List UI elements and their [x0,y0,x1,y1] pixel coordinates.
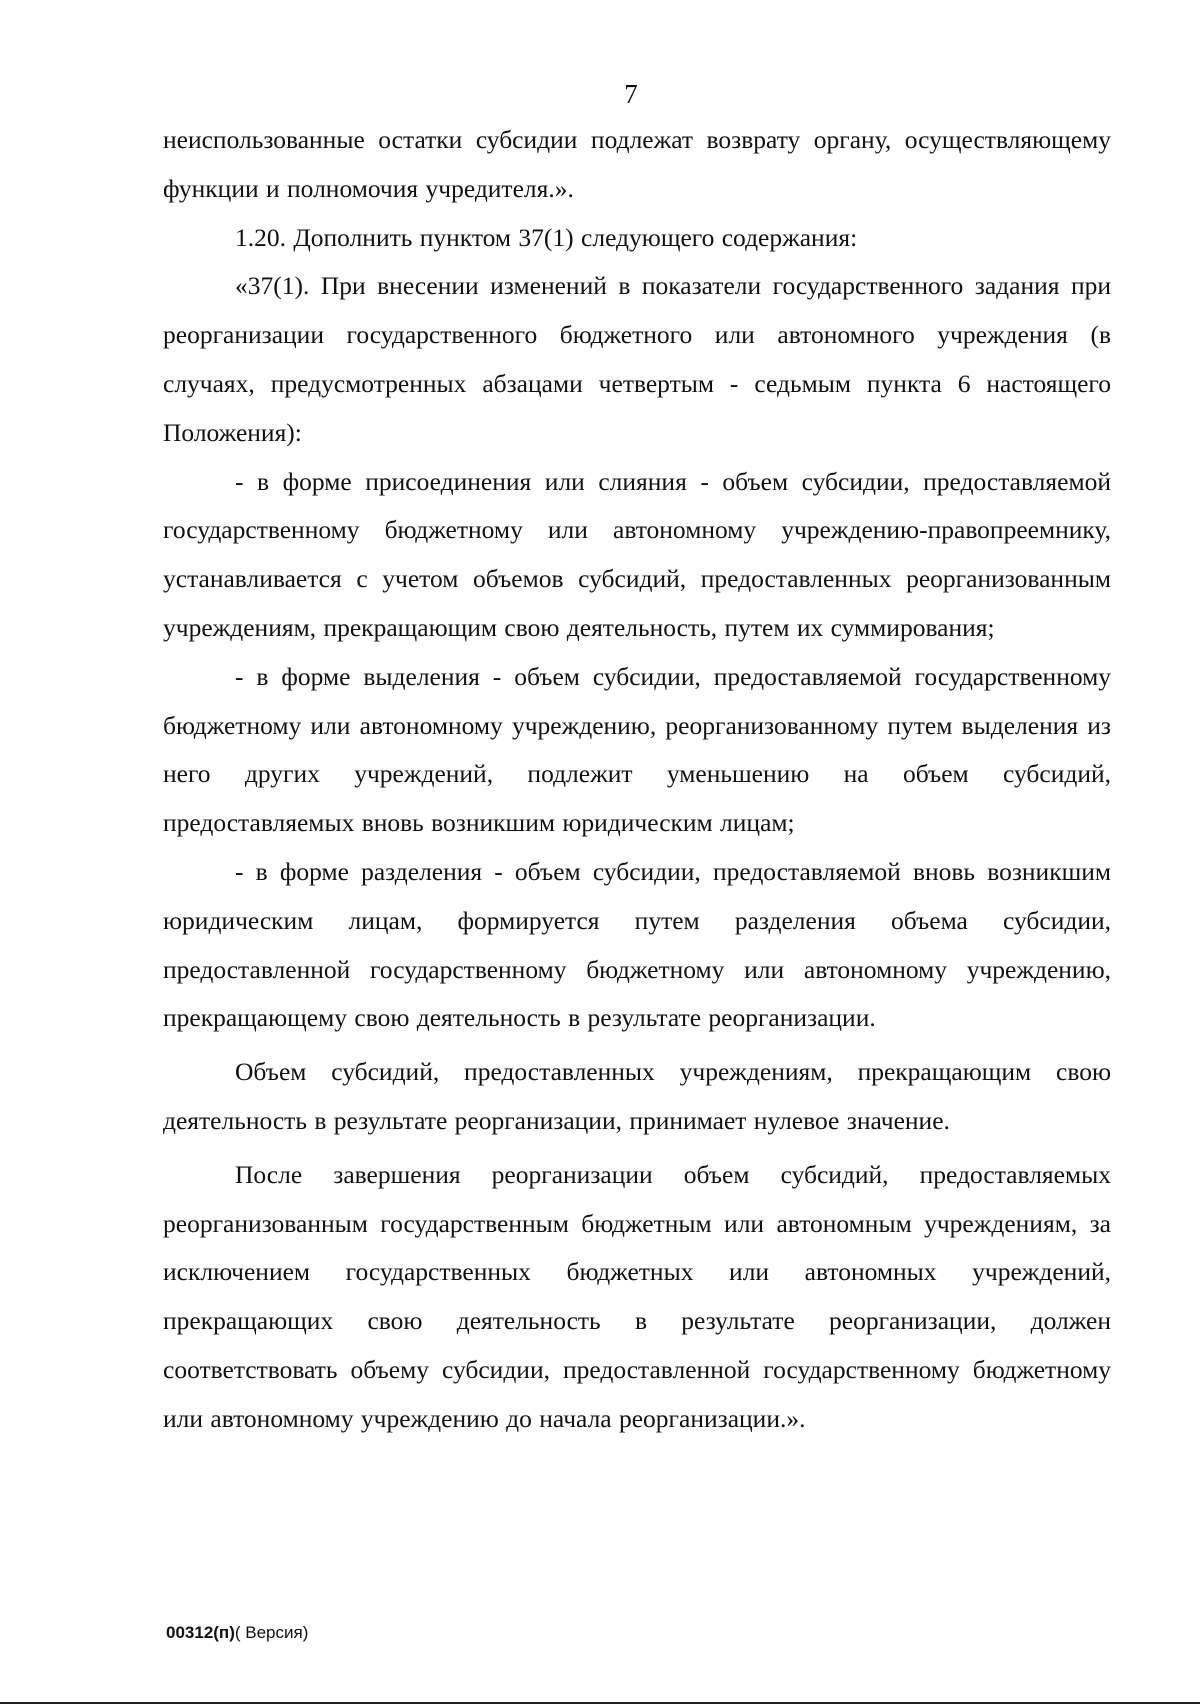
paragraph-merger-form: - в форме присоединения или слияния - объем субсидии, предоставляемой государственному бюджетному или автономному учреждению-правопреемнику, устанавливается с учетом объемов субсидий, предоставленных реорганизованным учреждениям, прекращающим свою деятельность, путем их суммирования; [163,466,1111,642]
paragraph-item-1-20: 1.20. Дополнить пунктом 37(1) следующего содержания: [235,222,858,252]
paragraph-separation-form: - в форме выделения - объем субсидии, предоставляемой государственному бюджетному или автономному учреждению, реорганизованному путем выделения из него других учреждений, подлежит уменьшению на объем субсидий, предоставляемых вновь возникшим юридическим лицам; [163,661,1111,838]
document-footer [166,1622,308,1644]
paragraph-zero-value: Объем субсидий, предоставленных учреждениям, прекращающим свою деятельность в результате реорганизации, принимает нулевое значение. [163,1057,1111,1135]
page-number: 7 [624,79,638,109]
paragraph-continuation: неиспользованные остатки субсидии подлежат возврату органу, осуществляющему функции и полномочия учредителя.». [163,125,1111,203]
paragraph-clause-37-1: «37(1). При внесении изменений в показатели государственного задания при реорганизации государственного бюджетного или автономного учреждения (в случаях, предусмотренных абзацами четвертым - седьмым пункта 6 настоящего Положения): [163,271,1111,447]
scan-bottom-edge [0,1702,1200,1704]
document-code: 00312(п) [166,1623,235,1642]
paragraph-after-reorganization: После завершения реорганизации объем субсидий, предоставляемых реорганизованным государственным бюджетным или автономным учреждениям, за исключением государственных бюджетных или автономных учреждений, прекращающих свою деятельность в результате реорганизации, должен соответствовать объему субсидии, предоставленной государственному бюджетному или автономному учреждению до начала реорганизации.». [163,1159,1111,1433]
paragraph-division-form: - в форме разделения - объем субсидии, предоставляемой вновь возникшим юридическим лицам, формируется путем разделения объема субсидии, предоставленной государственному бюджетному или автономному учреждению, прекращающему свою деятельность в результате реорганизации. [163,856,1111,1033]
document-version: ( Версия) [234,1623,309,1642]
document-body [163,116,1111,1444]
